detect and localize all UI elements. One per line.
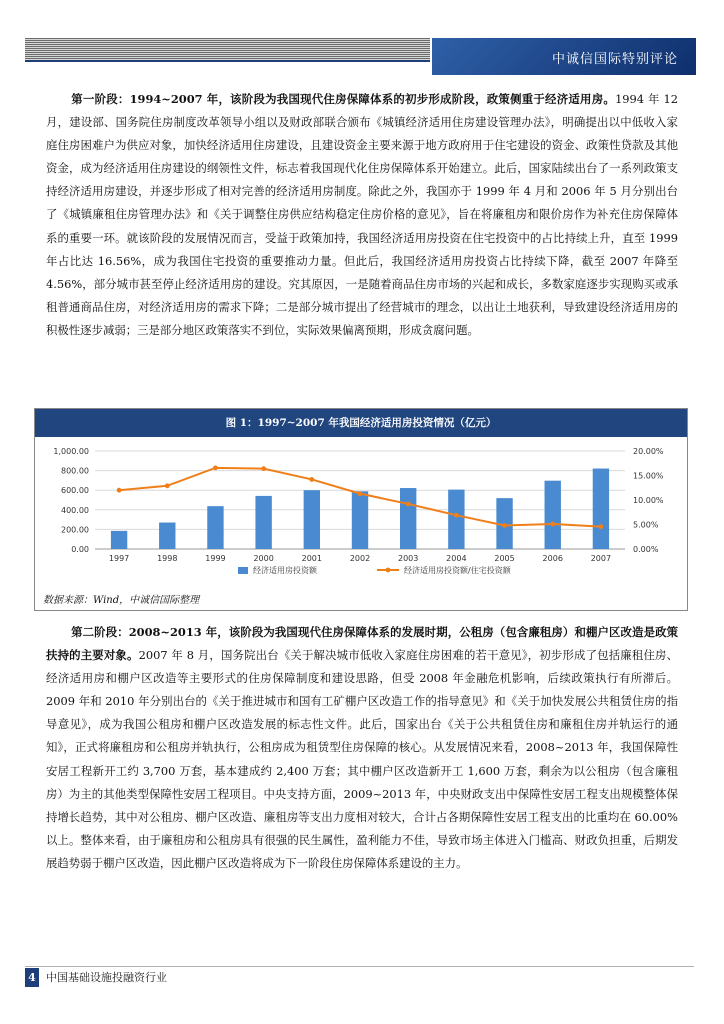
x-tick-label: 1999 bbox=[205, 554, 226, 563]
ratio-point bbox=[261, 466, 266, 471]
figure-title: 图 1：1997~2007 年我国经济适用房投资情况（亿元） bbox=[35, 409, 687, 437]
ratio-point bbox=[117, 488, 122, 493]
header-banner bbox=[430, 38, 696, 75]
bar bbox=[545, 481, 561, 549]
y-right-tick-label: 15.00% bbox=[633, 471, 664, 481]
y-left-tick-label: 200.00 bbox=[61, 525, 89, 535]
ratio-point bbox=[213, 465, 218, 470]
ratio-point bbox=[454, 513, 459, 518]
figure-source: 数据来源：Wind，中诚信国际整理 bbox=[43, 595, 200, 606]
x-tick-label: 2001 bbox=[301, 554, 322, 563]
section-2-lead: 第二阶段：2008~2013 年，该阶段为我国现代住房保障体系的发展时期，公租房（包含廉租房）和棚户区改造是政策扶持的主要对象。 bbox=[46, 625, 678, 663]
legend-bar-label: 经济适用房投资额 bbox=[253, 566, 317, 575]
x-tick-label: 2007 bbox=[590, 554, 612, 563]
legend-line-label: 经济适用房投资额/住宅投资额 bbox=[404, 566, 511, 575]
y-right-tick-label: 10.00% bbox=[633, 496, 664, 505]
bar bbox=[111, 531, 127, 549]
bar bbox=[304, 490, 320, 549]
investment-chart bbox=[35, 437, 685, 587]
header-rule bbox=[25, 60, 430, 62]
x-tick-label: 1998 bbox=[157, 554, 178, 563]
x-tick-label: 2000 bbox=[253, 554, 274, 563]
x-tick-label: 2004 bbox=[446, 554, 467, 563]
figure-1 bbox=[34, 408, 688, 611]
x-tick-label: 2003 bbox=[398, 554, 419, 563]
bar bbox=[255, 496, 271, 549]
ratio-point bbox=[406, 502, 411, 507]
x-tick-label: 1997 bbox=[108, 554, 130, 563]
x-tick-label: 2002 bbox=[349, 554, 371, 563]
header-title: 中诚信国际特别评论 bbox=[551, 52, 678, 67]
footer-text: 中国基础设施投融资行业 bbox=[46, 971, 167, 984]
y-left-tick-label: 800.00 bbox=[61, 466, 89, 476]
footer-rule bbox=[25, 966, 694, 967]
y-left-tick-label: 400.00 bbox=[61, 505, 89, 515]
ratio-point bbox=[502, 523, 507, 528]
bar bbox=[400, 488, 416, 549]
section-1-paragraph bbox=[46, 88, 678, 342]
bar bbox=[593, 469, 609, 549]
x-tick-label: 2006 bbox=[542, 554, 563, 563]
bar bbox=[448, 490, 464, 549]
ratio-point bbox=[165, 483, 170, 488]
legend-line-marker bbox=[386, 568, 391, 573]
bar bbox=[159, 523, 175, 549]
header-stripes bbox=[25, 38, 430, 60]
y-left-tick-label: 0.00 bbox=[71, 545, 89, 554]
y-right-tick-label: 5.00% bbox=[633, 520, 659, 530]
y-right-tick-label: 0.00% bbox=[633, 545, 659, 554]
y-right-tick-label: 20.00% bbox=[633, 447, 664, 456]
section-2-body: 2007 年 8 月，国务院出台《关于解决城市低收入家庭住房困难的若干意见》，初步形成了包括廉租住房、经济适用房和棚户区改造等主要形式的住房保障制度和建设思路，但受 2008 年金融危机影响，后续政策执行有所滞后。2009 年和 2010 年分别出台的《关于推进城市和国有工矿棚户区改造工作的指导意见》和《关于加快发展公共租赁住房的指导意见》，成为我国公租房和棚户区改造发展的标志性文件。此后，国家出台《关于公共租赁住房和廉租住房并轨运行的通知》，正式将廉租房和公租房并轨执行，公租房成为租赁型住房保障的核心。从发展情况来看，2008~2013 年，我国保障性安居工程新开工约 3,700 万套，基本建成约 2,400 万套；其中棚户区改造新开工 1,600 万套，剩余为以公租房（包含廉租房）为主的其他类型保障性安居工程项目。中央支持方面，2009~2013 年，中央财政支出中保障性安居工程支出规模整体保持增长趋势，其中对公租房、棚户区改造、廉租房等支出力度相对较大，合计占各期保障性安居工程支出的比重均在 60.00%以上。整体来看，由于廉租房和公租房具有很强的民生属性，盈利能力不佳，导致市场主体进入门槛高、财政负担重，后期发展趋势弱于棚户区改造，因此棚户区改造将成为下一阶段住房保障体系建设的主力。 bbox=[46, 648, 678, 870]
section-1-lead: 第一阶段：1994~2007 年，该阶段为我国现代住房保障体系的初步形成阶段，政策侧重于经济适用房。 bbox=[71, 92, 616, 106]
ratio-point bbox=[550, 522, 555, 527]
y-left-tick-label: 1,000.00 bbox=[53, 447, 89, 456]
ratio-point bbox=[309, 477, 314, 482]
ratio-point bbox=[599, 524, 604, 529]
section-2-paragraph bbox=[46, 621, 678, 875]
page-number: 4 bbox=[25, 968, 39, 987]
bar bbox=[207, 506, 223, 549]
section-1-body: 1994 年 12 月，建设部、国务院住房制度改革领导小组以及财政部联合颁布《城镇经济适用住房建设管理办法》，明确提出以中低收入家庭住房困难户为供应对象，加快经济适用住房建设，且建设资金主要来源于地方政府用于住宅建设的资金、政策性贷款及其他资金，成为经济适用住房建设的纲领性文件，标志着我国现代化住房保障体系开始建立。此后，国家陆续出台了一系列政策支持经济适用房建设，并逐步形成了相对完善的经济适用房制度。除此之外，我国亦于 1999 年 4 月和 2006 年 5 月分别出台了《城镇廉租住房管理办法》和《关于调整住房供应结构稳定住房价格的意见》，旨在将廉租房和限价房作为补充住房保障体系的重要一环。就该阶段的发展情况而言，受益于政策加持，我国经济适用房投资在住宅投资中的占比持续上升，直至 1999 年占比达 16.56%，成为我国住宅投资的重要推动力量。但此后，我国经济适用房投资占比持续下降，截至 2007 年降至 4.56%，部分城市甚至停止经济适用房的建设。究其原因，一是随着商品住房市场的兴起和成长，多数家庭逐步实现购买或承租普通商品住房，对经济适用房的需求下降；二是部分城市提出了经营城市的理念，以出让土地获利，导致建设经济适用房的积极性逐步减弱；三是部分地区政策落实不到位，实际效果偏离预期，形成贪腐问题。 bbox=[46, 92, 678, 337]
bar bbox=[352, 491, 368, 549]
x-tick-label: 2005 bbox=[494, 554, 515, 563]
ratio-point bbox=[358, 491, 363, 496]
legend-bar-swatch bbox=[238, 567, 248, 574]
y-left-tick-label: 600.00 bbox=[61, 486, 89, 496]
